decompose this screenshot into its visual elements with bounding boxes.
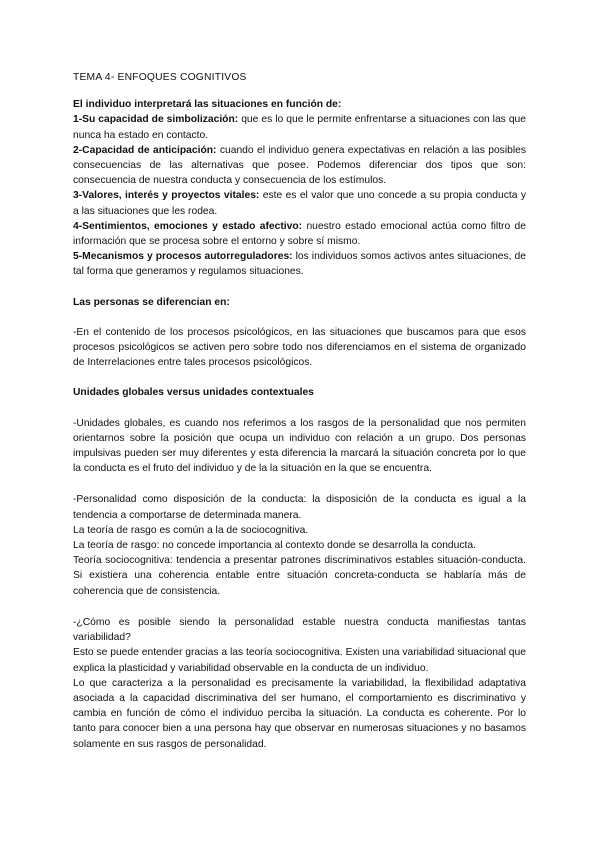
paragraph-line: -¿Cómo es posible siendo la personalidad estable nuestra conducta manifiestas tantas variabilidad? [73,616,526,644]
paragraph: -En el contenido de los procesos psicológicos, en las situaciones que buscamos para que esos procesos psicológicos se activen pero sobre todo nos diferenciamos en el sistema de organizado de Interrelaciones entre tales procesos psicológicos. [73,326,526,369]
item-label: 3-Valores, interés y proyectos vitales: [73,190,260,202]
section-units [73,385,526,751]
paragraph-line: La teoría de rasgo: no concede importancia al contexto donde se desarrolla la conducta. [73,540,476,552]
section-heading: Las personas se diferencian en: [73,296,230,308]
paragraph-line: Esto se puede entender gracias a las teoría sociocognitiva. Existen una variabilidad situacional que explica la plasticidad y variabilidad observable en la conducta de un individuo. [73,647,526,674]
item-label: 5-Mecanismos y procesos autorreguladores: [73,251,293,263]
list-item [73,249,526,279]
list-item [73,143,526,189]
list-item [73,219,526,249]
paragraph-line: Lo que caracteriza a la personalidad es precisamente la variabilidad, la flexibilidad adaptativa asociada a la capacidad discriminativa del ser humano, el comportamiento es discriminativo y cambia en función de cómo el individuo perciba la situación. La conducta es coherente. Por lo tanto para conocer bien a una persona hay que observar en numerosas situaciones y no basamos solamente en sus rasgos de personalidad. [73,677,526,750]
paragraph: -Unidades globales, es cuando nos referimos a los rasgos de la personalidad que nos permiten orientarnos sobre la posición que ocupa un individuo con relación a un grupo. Dos personas impulsivas pueden ser muy diferentes y esta diferencia la marcará la situación concreta por lo que la conducta es el fruto del individuo y de la la situación en la que se encuentra. [73,417,526,475]
list-item [73,188,526,218]
item-label: 2-Capacidad de anticipación: [73,144,217,156]
item-text: los individuos somos activos antes situaciones, de tal forma que generamos y regulamos situaciones. [73,251,527,278]
item-label: 4-Sentimientos, emociones y estado afectivo: [73,220,303,232]
item-text: cuando el individuo genera expectativas en relación a las posibles consecuencias de las alternativas que posee. Podemos diferenciar dos tipos que son: consecuencia de nuestra conducta y consecuencia de los estímulos. [73,144,526,187]
item-label: 1-Su capacidad de simbolización: [73,114,239,126]
paragraph-line: La teoría de rasgo es común a la de sociocognitiva. [73,524,309,536]
item-text: nuestro estado emocional actúa como filtro de información que se procesa sobre el entorno y sobre sí mismo. [73,220,526,248]
item-text: que es lo que le permite enfrentarse a situaciones con las que nunca ha estado en contacto. [73,114,527,141]
paragraph-line: Teoría sociocognitiva: tendencia a presentar patrones discriminativos estables situación-conducta. Si existiera una coherencia entable entre situación concreta-conducta se hablaría más de coherencia que de consistencia. [73,555,526,597]
paragraph-line: -Personalidad como disposición de la conducta: la disposición de la conducta es igual a la tendencia a comportarse de determinada manera. [73,494,526,521]
item-text: este es el valor que uno concede a su propia conducta y a las situaciones que les rodea. [73,190,526,217]
section-heading: El individuo interpretará las situaciones en función de: [73,99,342,111]
document-title: TEMA 4- ENFOQUES COGNITIVOS [73,72,247,83]
section-heading: Unidades globales versus unidades contextuales [73,387,314,399]
section-interpretation [73,97,526,279]
list-item [73,112,526,142]
section-differences [73,295,526,371]
